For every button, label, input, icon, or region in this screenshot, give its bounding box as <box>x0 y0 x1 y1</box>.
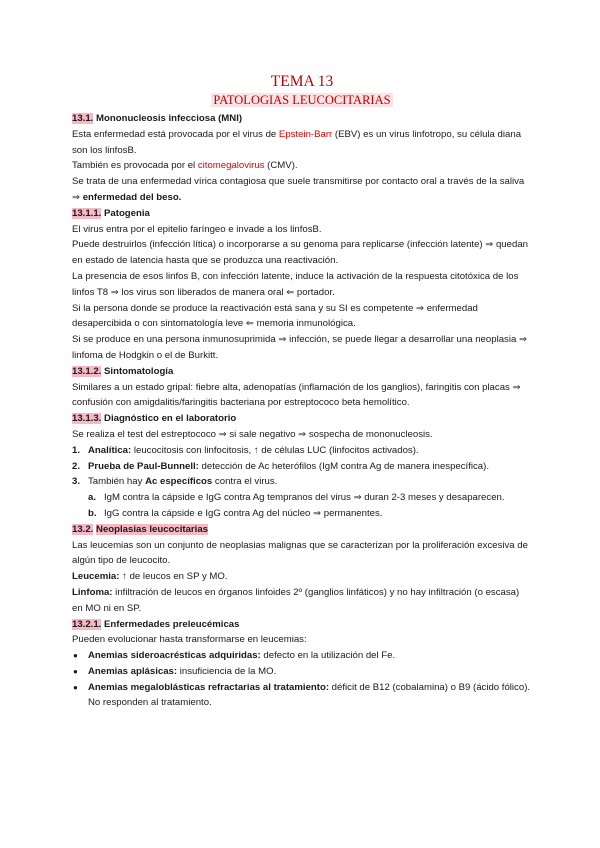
paragraph: Si la persona donde se produce la reactivación está sana y su SI es competente ⇒ enfermedad desapercibida o con sintomatología leve ⇐ memoria inmunológica. <box>72 302 478 330</box>
bullet-icon: ● <box>73 682 78 692</box>
heading-13-1-3 <box>72 411 532 427</box>
bullet-item <box>72 664 532 680</box>
list-item <box>72 443 532 459</box>
paragraph <box>72 174 532 206</box>
bullet-icon: ● <box>73 666 78 676</box>
heading-text: Patogenia <box>104 207 150 219</box>
text: (CMV). <box>264 160 298 172</box>
bullet-item <box>72 680 532 712</box>
paragraph <box>72 569 532 585</box>
bullet-icon: ● <box>73 651 78 661</box>
text: insuficiencia de la MO. <box>177 665 277 677</box>
bold-text: Analítica: <box>88 444 132 456</box>
bold-text: enfermedad del beso. <box>82 191 182 203</box>
heading-text: Mononucleosis infecciosa (MNI) <box>96 113 243 124</box>
highlight-term: citomegalovirus <box>197 160 265 172</box>
heading-13-2 <box>72 522 532 538</box>
list-item <box>72 474 532 490</box>
paragraph <box>72 127 532 159</box>
list-marker: 2. <box>72 460 81 472</box>
page-subtitle <box>72 91 532 109</box>
bold-text: Prueba de Paul-Bunnell: <box>88 460 199 472</box>
bold-text: Anemias megaloblásticas refractarias al tratamiento: <box>88 681 330 693</box>
paragraph: Puede destruirlos (infección lítica) o incorporarse a su genoma para replicarse (infección latente) ⇒ quedan en estado de latencia hasta que se produzca una reactivación. <box>72 239 528 267</box>
page-title: TEMA 13 <box>270 73 334 90</box>
list-marker: 3. <box>72 476 81 488</box>
heading-text: Neoplasias leucocitarias <box>96 523 208 535</box>
heading-number: 13.1. <box>72 113 94 124</box>
text: contra el virus. <box>212 476 278 488</box>
paragraph: Se realiza el test del estreptococo ⇒ si sale negativo ⇒ sospecha de mononucleosis. <box>72 428 433 440</box>
bold-text: Anemias sideroacrésticas adquiridas: <box>88 650 261 662</box>
text: defecto en la utilización del Fe. <box>260 650 396 662</box>
bold-text: Linfoma: <box>72 586 113 598</box>
bold-text: Leucemia: <box>72 571 120 583</box>
bullet-item <box>72 648 532 664</box>
text: También es provocada por el <box>72 160 198 172</box>
heading-text: Diagnóstico en el laboratorio <box>104 413 237 425</box>
text: Esta enfermedad está provocada por el virus de <box>72 128 279 140</box>
subtitle-text: PATOLOGIAS LEUCOCITARIAS <box>213 93 391 107</box>
text: También hay <box>88 476 146 488</box>
heading-13-1 <box>72 111 532 127</box>
paragraph <box>72 585 532 617</box>
bold-text: Anemias aplásicas: <box>88 665 178 677</box>
heading-13-1-2 <box>72 364 532 380</box>
paragraph: La presencia de esos linfos B, con infección latente, induce la activación de la respuesta citotóxica de los linfos T8 ⇒ los virus son liberados de manera oral ⇐ portador. <box>72 270 519 298</box>
text: IgG contra la cápside e IgG contra Ag del núcleo ⇒ permanentes. <box>104 507 383 519</box>
list-item <box>72 459 532 475</box>
text: detección de Ac heterófilos (IgM contra Ag de manera inespecífica). <box>198 460 489 472</box>
text: infiltración de leucos en órganos linfoides 2º (ganglios linfáticos) y no hay infiltración (o escasa) en MO ni en SP. <box>72 586 520 614</box>
bold-text: Ac específicos <box>145 476 213 488</box>
heading-text: Sintomatología <box>104 365 174 377</box>
text: Se trata de una enfermedad vírica contagiosa que suele transmitirse por contacto oral a través de la saliva ⇒ <box>72 176 525 203</box>
text: déficit de B12 (cobalamina) o B9 (ácido fólico). No responden al tratamiento. <box>88 681 531 709</box>
paragraph: El virus entra por el epitelio faríngeo e invade a los linfosB. <box>72 223 322 235</box>
list-marker: b. <box>88 507 97 519</box>
text: ↑ de leucos en SP y MO. <box>119 571 228 583</box>
heading-number: 13.2.1. <box>72 618 102 630</box>
heading-13-2-1 <box>72 617 532 633</box>
heading-number: 13.1.3. <box>72 413 102 425</box>
sub-list-item <box>72 490 532 506</box>
heading-number: 13.1.1. <box>72 207 102 219</box>
paragraph: Si se produce en una persona inmunosuprimida ⇒ infección, se puede llegar a desarrollar una neoplasia ⇒ linfoma de Hodgkin o el de Burkitt. <box>72 334 528 361</box>
sub-list-item <box>72 506 532 522</box>
heading-text: Enfermedades preleucémicas <box>104 618 240 630</box>
heading-number: 13.1.2. <box>72 365 102 377</box>
text: IgM contra la cápside e IgG contra Ag tempranos del virus ⇒ duran 2-3 meses y desaparecen. <box>104 492 505 504</box>
document-page <box>72 72 532 711</box>
text: (EBV) es un virus linfotropo, su célula diana son los linfosB. <box>72 128 522 156</box>
list-marker: a. <box>88 492 97 504</box>
paragraph: Pueden evolucionar hasta transformarse en leucemias: <box>72 634 307 646</box>
paragraph <box>72 158 532 174</box>
heading-number: 13.2. <box>72 523 94 535</box>
heading-13-1-1 <box>72 206 532 222</box>
paragraph: Las leucemias son un conjunto de neoplasias malignas que se caracterizan por la proliferación excesiva de algún tipo de leucocito. <box>72 539 528 567</box>
paragraph: Similares a un estado gripal: fiebre alta, adenopatías (inflamación de los ganglios), faringitis con placas ⇒ confusión con amigdalitis/faringitis bacteriana por estreptococo beta hemolítico. <box>72 381 521 409</box>
highlight-term: Epstein-Barr <box>278 128 333 140</box>
text: leucocitosis con linfocitosis, ↑ de células LUC (linfocitos activados). <box>131 444 419 456</box>
list-marker: 1. <box>72 444 81 456</box>
